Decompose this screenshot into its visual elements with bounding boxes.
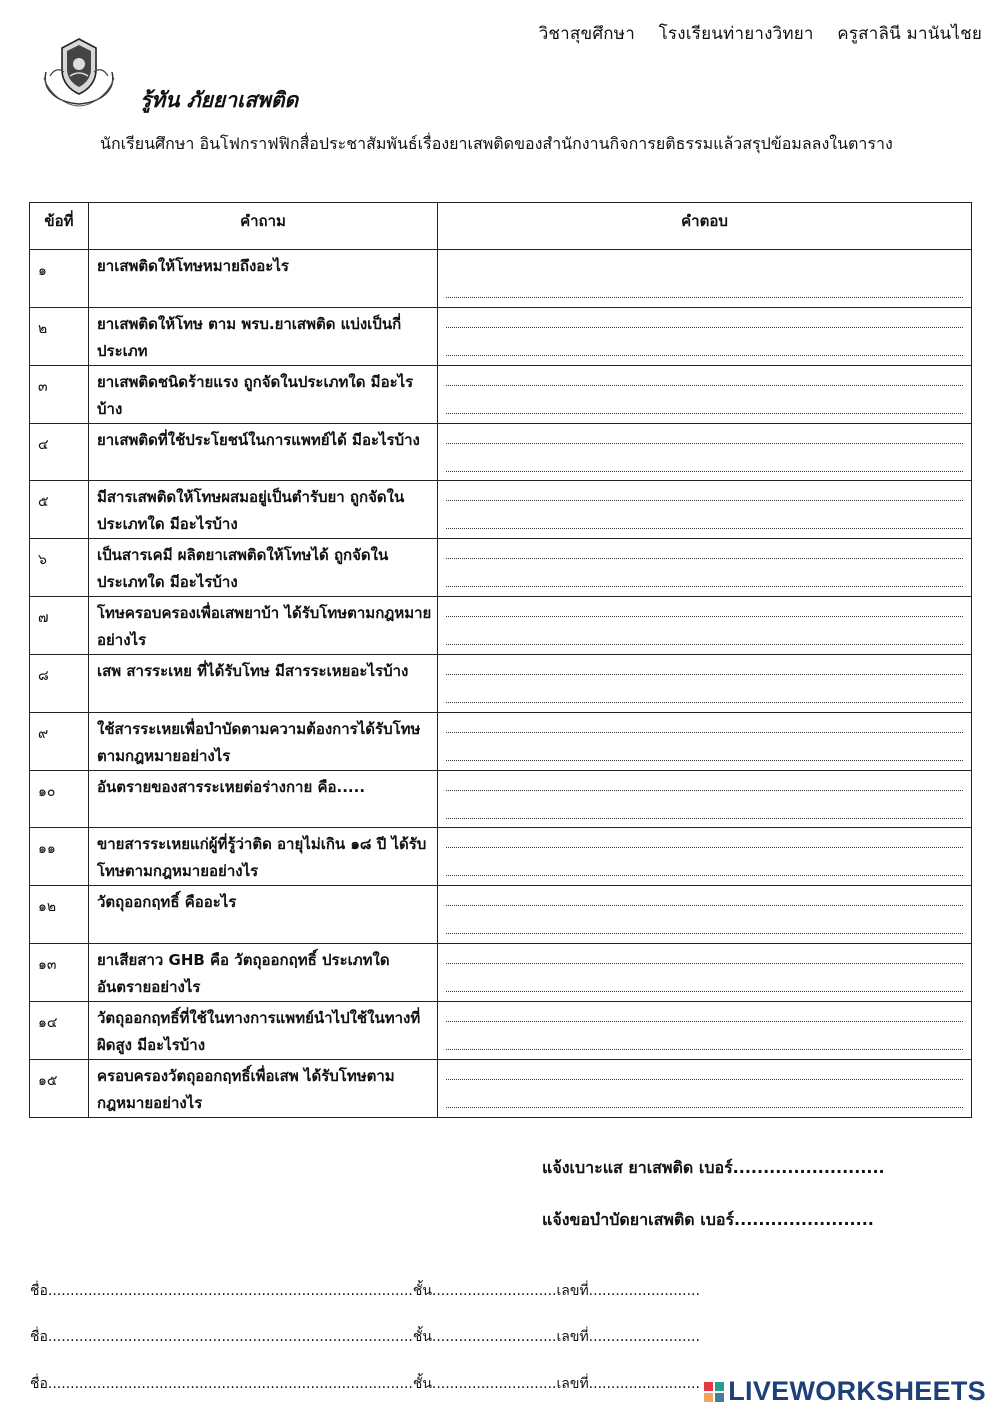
qa-table xyxy=(29,202,972,1118)
row-number: ๑๑ xyxy=(30,828,89,886)
table-header-row xyxy=(30,203,972,250)
table-row xyxy=(30,943,972,1001)
table-row xyxy=(30,770,972,828)
row-number: ๑๓ xyxy=(30,943,89,1001)
table-row xyxy=(30,307,972,365)
school-label: โรงเรียนท่ายางวิทยา xyxy=(658,24,814,44)
school-emblem-icon xyxy=(40,36,118,108)
row-question: ยาเสพติดให้โทษหมายถึงอะไร xyxy=(89,250,438,308)
table-row xyxy=(30,712,972,770)
row-number: ๔ xyxy=(30,423,89,481)
student-name-line[interactable]: ชื่อ..................................................................................ชั้น............................เลขที่......................... xyxy=(30,1283,700,1299)
answer-field[interactable] xyxy=(438,597,972,655)
answer-field[interactable] xyxy=(438,886,972,944)
row-number: ๑๒ xyxy=(30,886,89,944)
table-row xyxy=(30,423,972,481)
row-number: ๒ xyxy=(30,307,89,365)
answer-field[interactable] xyxy=(438,1059,972,1117)
answer-field[interactable] xyxy=(438,365,972,423)
table-row xyxy=(30,481,972,539)
header-question: คำถาม xyxy=(89,203,438,250)
answer-field[interactable] xyxy=(438,307,972,365)
row-question: อันตรายของสารระเหยต่อร่างกาย คือ..... xyxy=(89,770,438,828)
row-number: ๑ xyxy=(30,250,89,308)
row-question: มีสารเสพติดให้โทษผสมอยู่เป็นตำรับยา ถูกจัดในประเภทใด มีอะไรบ้าง xyxy=(89,481,438,539)
row-question: ยาเสพติดชนิดร้ายแรง ถูกจัดในประเภทใด มีอะไรบ้าง xyxy=(89,365,438,423)
student-name-line[interactable]: ชื่อ..................................................................................ชั้น............................เลขที่......................... xyxy=(30,1376,700,1392)
row-number: ๑๐ xyxy=(30,770,89,828)
tip-hotline-line[interactable]: แจ้งเบาะแส ยาเสพติด เบอร์......................... xyxy=(542,1158,885,1177)
instruction-text: นักเรียนศึกษา อินโฟกราฟฟิกสื่อประชาสัมพันธ์เรื่องยาเสพติดของสำนักงานกิจการยติธรรมแล้วสรุปข้อมลลงในตาราง xyxy=(100,134,893,153)
row-question: ยาเสียสาว GHB คือ วัตถุออกฤทธิ์ ประเภทใด อันตรายอย่างไร xyxy=(89,943,438,1001)
row-question: เสพ สารระเหย ที่ได้รับโทษ มีสารระเหยอะไรบ้าง xyxy=(89,655,438,713)
answer-field[interactable] xyxy=(438,655,972,713)
table-row xyxy=(30,539,972,597)
brand-squares-icon xyxy=(704,1382,724,1402)
table-row xyxy=(30,365,972,423)
table-row xyxy=(30,828,972,886)
row-question: เป็นสารเคมี ผลิตยาเสพติดให้โทษได้ ถูกจัดในประเภทใด มีอะไรบ้าง xyxy=(89,539,438,597)
liveworksheets-logo xyxy=(704,1376,986,1407)
row-question: วัตถุออกฤทธิ์ที่ใช้ในทางการแพทย์นำไปใช้ในทางที่ผิดสูง มีอะไรบ้าง xyxy=(89,1001,438,1059)
answer-field[interactable] xyxy=(438,828,972,886)
answer-field[interactable] xyxy=(438,1001,972,1059)
row-number: ๙ xyxy=(30,712,89,770)
row-question: ครอบครองวัตถุออกฤทธิ์เพื่อเสพ ได้รับโทษตามกฎหมายอย่างไร xyxy=(89,1059,438,1117)
answer-field[interactable] xyxy=(438,423,972,481)
brand-text: LIVEWORKSHEETS xyxy=(728,1376,986,1406)
subject-label: วิชาสุขศึกษา xyxy=(538,24,635,44)
row-number: ๗ xyxy=(30,597,89,655)
row-number: ๖ xyxy=(30,539,89,597)
row-number: ๑๔ xyxy=(30,1001,89,1059)
row-question: ยาเสพติดที่ใช้ประโยชน์ในการแพทย์ได้ มีอะไรบ้าง xyxy=(89,423,438,481)
student-name-line[interactable]: ชื่อ..................................................................................ชั้น............................เลขที่......................... xyxy=(30,1329,700,1345)
answer-field[interactable] xyxy=(438,943,972,1001)
row-number: ๕ xyxy=(30,481,89,539)
answer-field[interactable] xyxy=(438,250,972,308)
teacher-label: ครูสาลินี มานันไชย xyxy=(837,24,982,44)
page-title: รู้ทัน ภัยยาเสพติด xyxy=(140,88,299,112)
row-question: วัตถุออกฤทธิ์ คืออะไร xyxy=(89,886,438,944)
header-line xyxy=(521,20,982,47)
row-number: ๘ xyxy=(30,655,89,713)
table-row xyxy=(30,250,972,308)
header-no: ข้อที่ xyxy=(30,203,89,250)
table-row xyxy=(30,1059,972,1117)
answer-field[interactable] xyxy=(438,539,972,597)
row-question: โทษครอบครองเพื่อเสพยาบ้า ได้รับโทษตามกฎหมายอย่างไร xyxy=(89,597,438,655)
row-number: ๓ xyxy=(30,365,89,423)
answer-field[interactable] xyxy=(438,770,972,828)
table-row xyxy=(30,1001,972,1059)
row-question: ใช้สารระเหยเพื่อบำบัดตามความต้องการได้รับโทษตามกฎหมายอย่างไร xyxy=(89,712,438,770)
table-row xyxy=(30,655,972,713)
row-question: ยาเสพติดให้โทษ ตาม พรบ.ยาเสพติด แบ่งเป็นกี่ประเภท xyxy=(89,307,438,365)
header-answer: คำตอบ xyxy=(438,203,972,250)
treatment-hotline-line[interactable]: แจ้งขอบำบัดยาเสพติด เบอร์....................... xyxy=(542,1210,874,1229)
row-question: ขายสารระเหยแก่ผู้ที่รู้ว่าติด อายุไม่เกิน ๑๘ ปี ได้รับโทษตามกฎหมายอย่างไร xyxy=(89,828,438,886)
table-row xyxy=(30,886,972,944)
row-number: ๑๕ xyxy=(30,1059,89,1117)
table-row xyxy=(30,597,972,655)
answer-field[interactable] xyxy=(438,481,972,539)
answer-field[interactable] xyxy=(438,712,972,770)
